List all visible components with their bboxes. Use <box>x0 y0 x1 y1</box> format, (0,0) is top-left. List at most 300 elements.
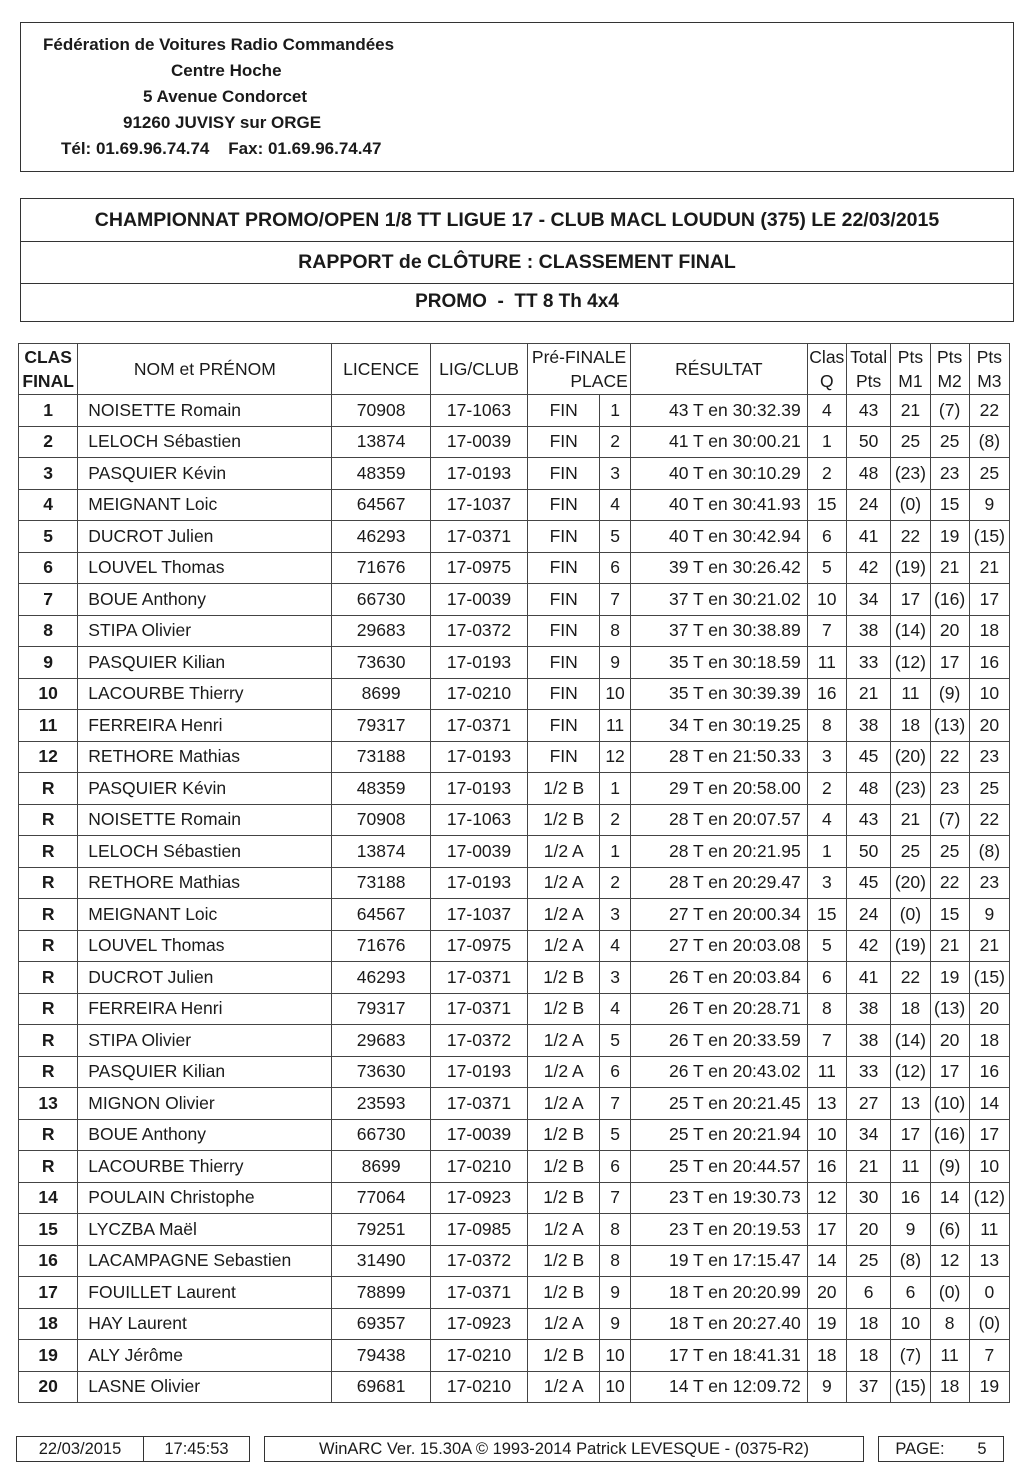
prefinale-cell: 1/2 B <box>528 1245 600 1277</box>
table-row <box>19 1245 1010 1277</box>
clas-q-cell: 1 <box>807 426 846 458</box>
table-row <box>19 1308 1010 1340</box>
pts-m2-cell: 21 <box>930 552 969 584</box>
prefinale-cell: FIN <box>528 458 600 490</box>
pts-m2-cell: (7) <box>930 804 969 836</box>
place-cell: 4 <box>600 930 631 962</box>
result-cell: 27 T en 20:00.34 <box>630 899 807 931</box>
rank-cell: 6 <box>19 552 78 584</box>
pts-m2-cell: (9) <box>930 678 969 710</box>
table-row <box>19 836 1010 868</box>
ligclub-cell: 17-0371 <box>430 710 527 742</box>
rank-cell: 16 <box>19 1245 78 1277</box>
ligclub-cell: 17-0372 <box>430 1025 527 1057</box>
result-cell: 39 T en 30:26.42 <box>630 552 807 584</box>
ligclub-cell: 17-0193 <box>430 1056 527 1088</box>
ligclub-cell: 17-0039 <box>430 1119 527 1151</box>
federation-centre: Centre Hoche <box>171 61 282 80</box>
rank-cell: 17 <box>19 1277 78 1309</box>
ligclub-cell: 17-0039 <box>430 836 527 868</box>
clas-q-cell: 20 <box>807 1277 846 1309</box>
licence-cell: 66730 <box>332 584 430 616</box>
total-pts-cell: 38 <box>846 993 890 1025</box>
name-cell: NOISETTE Romain <box>78 804 332 836</box>
place-cell: 1 <box>600 395 631 427</box>
pts-m1-cell: (19) <box>891 930 930 962</box>
pts-m2-cell: 19 <box>930 521 969 553</box>
rank-cell: R <box>19 773 78 805</box>
result-cell: 40 T en 30:10.29 <box>630 458 807 490</box>
total-pts-cell: 41 <box>846 962 890 994</box>
pts-m2-cell: 17 <box>930 647 969 679</box>
prefinale-cell: 1/2 B <box>528 993 600 1025</box>
total-pts-cell: 43 <box>846 804 890 836</box>
rank-cell: R <box>19 1119 78 1151</box>
pts-m2-cell: (6) <box>930 1214 969 1246</box>
pts-m1-cell: 17 <box>891 1119 930 1151</box>
result-cell: 17 T en 18:41.31 <box>630 1340 807 1372</box>
clas-q-cell: 15 <box>807 899 846 931</box>
pts-m3-cell: 17 <box>969 1119 1009 1151</box>
rank-cell: 3 <box>19 458 78 490</box>
header-clas-final: CLAS FINAL <box>19 344 78 395</box>
category-title: PROMO - TT 8 Th 4x4 <box>415 291 619 312</box>
footer-time: 17:45:53 <box>144 1436 250 1462</box>
pts-m1-cell: (0) <box>891 489 930 521</box>
pts-m3-cell: 25 <box>969 458 1009 490</box>
result-cell: 35 T en 30:18.59 <box>630 647 807 679</box>
table-row <box>19 773 1010 805</box>
prefinale-cell: 1/2 B <box>528 773 600 805</box>
clas-q-cell: 8 <box>807 710 846 742</box>
pts-m3-cell: 18 <box>969 1025 1009 1057</box>
name-cell: ALY Jérôme <box>78 1340 332 1372</box>
result-cell: 35 T en 30:39.39 <box>630 678 807 710</box>
prefinale-cell: 1/2 A <box>528 867 600 899</box>
prefinale-cell: FIN <box>528 552 600 584</box>
rank-cell: 20 <box>19 1371 78 1403</box>
pts-m2-cell: 22 <box>930 867 969 899</box>
result-cell: 41 T en 30:00.21 <box>630 426 807 458</box>
name-cell: STIPA Olivier <box>78 615 332 647</box>
pts-m1-cell: (12) <box>891 647 930 679</box>
table-row <box>19 1371 1010 1403</box>
pts-m3-cell: 11 <box>969 1214 1009 1246</box>
table-row <box>19 1214 1010 1246</box>
clas-q-cell: 19 <box>807 1308 846 1340</box>
pts-m1-cell: 6 <box>891 1277 930 1309</box>
ligclub-cell: 17-0193 <box>430 458 527 490</box>
place-cell: 8 <box>600 615 631 647</box>
pts-m3-cell: 9 <box>969 899 1009 931</box>
result-cell: 25 T en 20:21.45 <box>630 1088 807 1120</box>
pts-m2-cell: 25 <box>930 836 969 868</box>
table-row <box>19 899 1010 931</box>
pts-m1-cell: 21 <box>891 395 930 427</box>
licence-cell: 71676 <box>332 930 430 962</box>
ligclub-cell: 17-0210 <box>430 1151 527 1183</box>
name-cell: STIPA Olivier <box>78 1025 332 1057</box>
licence-cell: 64567 <box>332 899 430 931</box>
rank-cell: 19 <box>19 1340 78 1372</box>
place-cell: 5 <box>600 521 631 553</box>
name-cell: LASNE Olivier <box>78 1371 332 1403</box>
table-row <box>19 1119 1010 1151</box>
pts-m3-cell: 7 <box>969 1340 1009 1372</box>
place-cell: 10 <box>600 678 631 710</box>
table-row <box>19 1340 1010 1372</box>
rank-cell: 15 <box>19 1214 78 1246</box>
pts-m3-cell: 21 <box>969 930 1009 962</box>
table-row <box>19 741 1010 773</box>
result-cell: 25 T en 20:21.94 <box>630 1119 807 1151</box>
pts-m1-cell: 21 <box>891 804 930 836</box>
pts-m3-cell: 9 <box>969 489 1009 521</box>
clas-q-cell: 4 <box>807 804 846 836</box>
header-pts-m1: Pts M1 <box>891 344 930 395</box>
results-table <box>18 343 1010 1403</box>
pts-m3-cell: 25 <box>969 773 1009 805</box>
place-cell: 3 <box>600 962 631 994</box>
header-pts-m2: Pts M2 <box>930 344 969 395</box>
footer-page <box>878 1436 1004 1462</box>
pts-m3-cell: 20 <box>969 710 1009 742</box>
rank-cell: R <box>19 993 78 1025</box>
pts-m1-cell: (19) <box>891 552 930 584</box>
prefinale-cell: 1/2 A <box>528 899 600 931</box>
total-pts-cell: 33 <box>846 647 890 679</box>
pts-m3-cell: 22 <box>969 804 1009 836</box>
result-cell: 40 T en 30:41.93 <box>630 489 807 521</box>
rank-cell: 14 <box>19 1182 78 1214</box>
ligclub-cell: 17-0210 <box>430 1340 527 1372</box>
pts-m1-cell: 11 <box>891 1151 930 1183</box>
prefinale-cell: FIN <box>528 710 600 742</box>
result-cell: 23 T en 19:30.73 <box>630 1182 807 1214</box>
championship-title: CHAMPIONNAT PROMO/OPEN 1/8 TT LIGUE 17 - CLUB MACL LOUDUN (375) LE 22/03/2015 <box>94 209 940 231</box>
prefinale-cell: FIN <box>528 395 600 427</box>
name-cell: MIGNON Olivier <box>78 1088 332 1120</box>
pts-m2-cell: (16) <box>930 584 969 616</box>
name-cell: NOISETTE Romain <box>78 395 332 427</box>
name-cell: RETHORE Mathias <box>78 867 332 899</box>
header-pts-m3: Pts M3 <box>969 344 1009 395</box>
pts-m2-cell: (10) <box>930 1088 969 1120</box>
pts-m1-cell: (14) <box>891 1025 930 1057</box>
header-name: NOM et PRÉNOM <box>78 344 332 395</box>
table-header-row <box>19 344 1010 395</box>
ligclub-cell: 17-0193 <box>430 867 527 899</box>
prefinale-cell: 1/2 B <box>528 1277 600 1309</box>
table-row <box>19 1277 1010 1309</box>
table-row <box>19 521 1010 553</box>
pts-m3-cell: (15) <box>969 962 1009 994</box>
place-cell: 4 <box>600 993 631 1025</box>
licence-cell: 79251 <box>332 1214 430 1246</box>
licence-cell: 71676 <box>332 552 430 584</box>
prefinale-cell: FIN <box>528 741 600 773</box>
result-cell: 26 T en 20:28.71 <box>630 993 807 1025</box>
pts-m1-cell: (15) <box>891 1371 930 1403</box>
name-cell: HAY Laurent <box>78 1308 332 1340</box>
licence-cell: 48359 <box>332 458 430 490</box>
pts-m2-cell: 21 <box>930 930 969 962</box>
clas-q-cell: 11 <box>807 1056 846 1088</box>
prefinale-cell: 1/2 B <box>528 804 600 836</box>
pts-m3-cell: (0) <box>969 1308 1009 1340</box>
place-cell: 9 <box>600 647 631 679</box>
result-cell: 14 T en 12:09.72 <box>630 1371 807 1403</box>
name-cell: FOUILLET Laurent <box>78 1277 332 1309</box>
pts-m1-cell: 9 <box>891 1214 930 1246</box>
clas-q-cell: 15 <box>807 489 846 521</box>
rank-cell: 1 <box>19 395 78 427</box>
header-total-pts: Total Pts <box>846 344 890 395</box>
ligclub-cell: 17-0193 <box>430 647 527 679</box>
place-cell: 9 <box>600 1308 631 1340</box>
pts-m1-cell: (14) <box>891 615 930 647</box>
table-row <box>19 647 1010 679</box>
total-pts-cell: 21 <box>846 678 890 710</box>
rank-cell: 11 <box>19 710 78 742</box>
clas-q-cell: 10 <box>807 584 846 616</box>
place-cell: 6 <box>600 1151 631 1183</box>
table-row <box>19 930 1010 962</box>
pts-m1-cell: 22 <box>891 521 930 553</box>
prefinale-cell: 1/2 A <box>528 930 600 962</box>
total-pts-cell: 25 <box>846 1245 890 1277</box>
ligclub-cell: 17-0193 <box>430 741 527 773</box>
total-pts-cell: 48 <box>846 773 890 805</box>
licence-cell: 69357 <box>332 1308 430 1340</box>
table-row <box>19 962 1010 994</box>
result-cell: 28 T en 20:21.95 <box>630 836 807 868</box>
licence-cell: 73188 <box>332 741 430 773</box>
table-row <box>19 678 1010 710</box>
table-row <box>19 1088 1010 1120</box>
total-pts-cell: 24 <box>846 899 890 931</box>
name-cell: PASQUIER Kévin <box>78 773 332 805</box>
pts-m2-cell: 11 <box>930 1340 969 1372</box>
place-cell: 2 <box>600 804 631 836</box>
result-cell: 37 T en 30:38.89 <box>630 615 807 647</box>
total-pts-cell: 45 <box>846 867 890 899</box>
footer <box>16 1436 1004 1462</box>
licence-cell: 29683 <box>332 615 430 647</box>
table-row <box>19 395 1010 427</box>
licence-cell: 64567 <box>332 489 430 521</box>
clas-q-cell: 1 <box>807 836 846 868</box>
federation-name: Fédération de Voitures Radio Commandées <box>43 35 395 54</box>
pts-m1-cell: 13 <box>891 1088 930 1120</box>
total-pts-cell: 38 <box>846 615 890 647</box>
licence-cell: 79317 <box>332 710 430 742</box>
table-row <box>19 1025 1010 1057</box>
rank-cell: R <box>19 1056 78 1088</box>
ligclub-cell: 17-0039 <box>430 426 527 458</box>
pts-m3-cell: 22 <box>969 395 1009 427</box>
rank-cell: R <box>19 1151 78 1183</box>
pts-m2-cell: 22 <box>930 741 969 773</box>
result-cell: 18 T en 20:27.40 <box>630 1308 807 1340</box>
pts-m1-cell: (0) <box>891 899 930 931</box>
licence-cell: 29683 <box>332 1025 430 1057</box>
clas-q-cell: 16 <box>807 1151 846 1183</box>
prefinale-cell: FIN <box>528 678 600 710</box>
rank-cell: R <box>19 804 78 836</box>
clas-q-cell: 5 <box>807 552 846 584</box>
name-cell: PASQUIER Kévin <box>78 458 332 490</box>
pts-m1-cell: 18 <box>891 993 930 1025</box>
total-pts-cell: 37 <box>846 1371 890 1403</box>
clas-q-cell: 2 <box>807 458 846 490</box>
name-cell: DUCROT Julien <box>78 521 332 553</box>
pts-m3-cell: 17 <box>969 584 1009 616</box>
pts-m2-cell: 19 <box>930 962 969 994</box>
name-cell: LOUVEL Thomas <box>78 552 332 584</box>
licence-cell: 13874 <box>332 426 430 458</box>
clas-q-cell: 7 <box>807 1025 846 1057</box>
result-cell: 18 T en 20:20.99 <box>630 1277 807 1309</box>
licence-cell: 66730 <box>332 1119 430 1151</box>
pts-m2-cell: (16) <box>930 1119 969 1151</box>
clas-q-cell: 6 <box>807 521 846 553</box>
total-pts-cell: 21 <box>846 1151 890 1183</box>
total-pts-cell: 42 <box>846 930 890 962</box>
total-pts-cell: 45 <box>846 741 890 773</box>
rank-cell: 8 <box>19 615 78 647</box>
ligclub-cell: 17-0372 <box>430 615 527 647</box>
ligclub-cell: 17-0210 <box>430 1371 527 1403</box>
result-cell: 28 T en 21:50.33 <box>630 741 807 773</box>
place-cell: 12 <box>600 741 631 773</box>
federation-header <box>20 22 1014 172</box>
pts-m2-cell: 23 <box>930 773 969 805</box>
name-cell: LOUVEL Thomas <box>78 930 332 962</box>
prefinale-cell: 1/2 A <box>528 1214 600 1246</box>
name-cell: POULAIN Christophe <box>78 1182 332 1214</box>
result-cell: 27 T en 20:03.08 <box>630 930 807 962</box>
place-cell: 2 <box>600 867 631 899</box>
pts-m2-cell: (7) <box>930 395 969 427</box>
footer-software: WinARC Ver. 15.30A © 1993-2014 Patrick LEVESQUE - (0375-R2) <box>264 1436 864 1462</box>
prefinale-cell: 1/2 B <box>528 1182 600 1214</box>
pts-m3-cell: (8) <box>969 836 1009 868</box>
licence-cell: 70908 <box>332 804 430 836</box>
ligclub-cell: 17-0975 <box>430 930 527 962</box>
rank-cell: R <box>19 867 78 899</box>
pts-m2-cell: (9) <box>930 1151 969 1183</box>
pts-m3-cell: 16 <box>969 1056 1009 1088</box>
pts-m3-cell: (8) <box>969 426 1009 458</box>
name-cell: FERREIRA Henri <box>78 710 332 742</box>
pts-m3-cell: 21 <box>969 552 1009 584</box>
ligclub-cell: 17-1063 <box>430 395 527 427</box>
clas-q-cell: 5 <box>807 930 846 962</box>
header-licence: LICENCE <box>332 344 430 395</box>
federation-contact: Tél: 01.69.96.74.74 Fax: 01.69.96.74.47 <box>61 139 382 158</box>
name-cell: BOUE Anthony <box>78 1119 332 1151</box>
rank-cell: 12 <box>19 741 78 773</box>
licence-cell: 79438 <box>332 1340 430 1372</box>
name-cell: PASQUIER Kilian <box>78 647 332 679</box>
pts-m2-cell: (13) <box>930 710 969 742</box>
rank-cell: 9 <box>19 647 78 679</box>
total-pts-cell: 43 <box>846 395 890 427</box>
place-cell: 5 <box>600 1025 631 1057</box>
result-cell: 34 T en 30:19.25 <box>630 710 807 742</box>
pts-m2-cell: 15 <box>930 899 969 931</box>
pts-m1-cell: 17 <box>891 584 930 616</box>
prefinale-cell: FIN <box>528 426 600 458</box>
prefinale-cell: 1/2 A <box>528 836 600 868</box>
result-cell: 37 T en 30:21.02 <box>630 584 807 616</box>
rank-cell: 10 <box>19 678 78 710</box>
rank-cell: 5 <box>19 521 78 553</box>
ligclub-cell: 17-0371 <box>430 1277 527 1309</box>
total-pts-cell: 34 <box>846 584 890 616</box>
clas-q-cell: 13 <box>807 1088 846 1120</box>
result-cell: 26 T en 20:43.02 <box>630 1056 807 1088</box>
ligclub-cell: 17-0923 <box>430 1308 527 1340</box>
prefinale-cell: 1/2 B <box>528 962 600 994</box>
table-row <box>19 804 1010 836</box>
name-cell: PASQUIER Kilian <box>78 1056 332 1088</box>
prefinale-cell: FIN <box>528 647 600 679</box>
table-row <box>19 584 1010 616</box>
name-cell: LELOCH Sébastien <box>78 426 332 458</box>
place-cell: 6 <box>600 552 631 584</box>
table-row <box>19 1056 1010 1088</box>
pts-m1-cell: (8) <box>891 1245 930 1277</box>
footer-date: 22/03/2015 <box>16 1436 144 1462</box>
clas-q-cell: 8 <box>807 993 846 1025</box>
licence-cell: 73630 <box>332 1056 430 1088</box>
federation-street: 5 Avenue Condorcet <box>143 87 308 106</box>
ligclub-cell: 17-0039 <box>430 584 527 616</box>
place-cell: 7 <box>600 584 631 616</box>
header-clas-q: Clas Q <box>807 344 846 395</box>
pts-m2-cell: (0) <box>930 1277 969 1309</box>
name-cell: MEIGNANT Loic <box>78 899 332 931</box>
place-cell: 3 <box>600 458 631 490</box>
clas-q-cell: 2 <box>807 773 846 805</box>
licence-cell: 69681 <box>332 1371 430 1403</box>
footer-page-label: PAGE: <box>895 1440 945 1458</box>
place-cell: 1 <box>600 773 631 805</box>
ligclub-cell: 17-0210 <box>430 678 527 710</box>
pts-m3-cell: 23 <box>969 741 1009 773</box>
licence-cell: 23593 <box>332 1088 430 1120</box>
total-pts-cell: 38 <box>846 710 890 742</box>
prefinale-cell: FIN <box>528 615 600 647</box>
place-cell: 8 <box>600 1214 631 1246</box>
licence-cell: 31490 <box>332 1245 430 1277</box>
licence-cell: 46293 <box>332 521 430 553</box>
ligclub-cell: 17-0371 <box>430 993 527 1025</box>
total-pts-cell: 18 <box>846 1308 890 1340</box>
clas-q-cell: 3 <box>807 741 846 773</box>
total-pts-cell: 6 <box>846 1277 890 1309</box>
total-pts-cell: 50 <box>846 426 890 458</box>
results-body <box>19 395 1010 1403</box>
rank-cell: R <box>19 836 78 868</box>
pts-m3-cell: 14 <box>969 1088 1009 1120</box>
pts-m1-cell: (23) <box>891 773 930 805</box>
pts-m3-cell: (15) <box>969 521 1009 553</box>
pts-m2-cell: 12 <box>930 1245 969 1277</box>
place-cell: 10 <box>600 1340 631 1372</box>
